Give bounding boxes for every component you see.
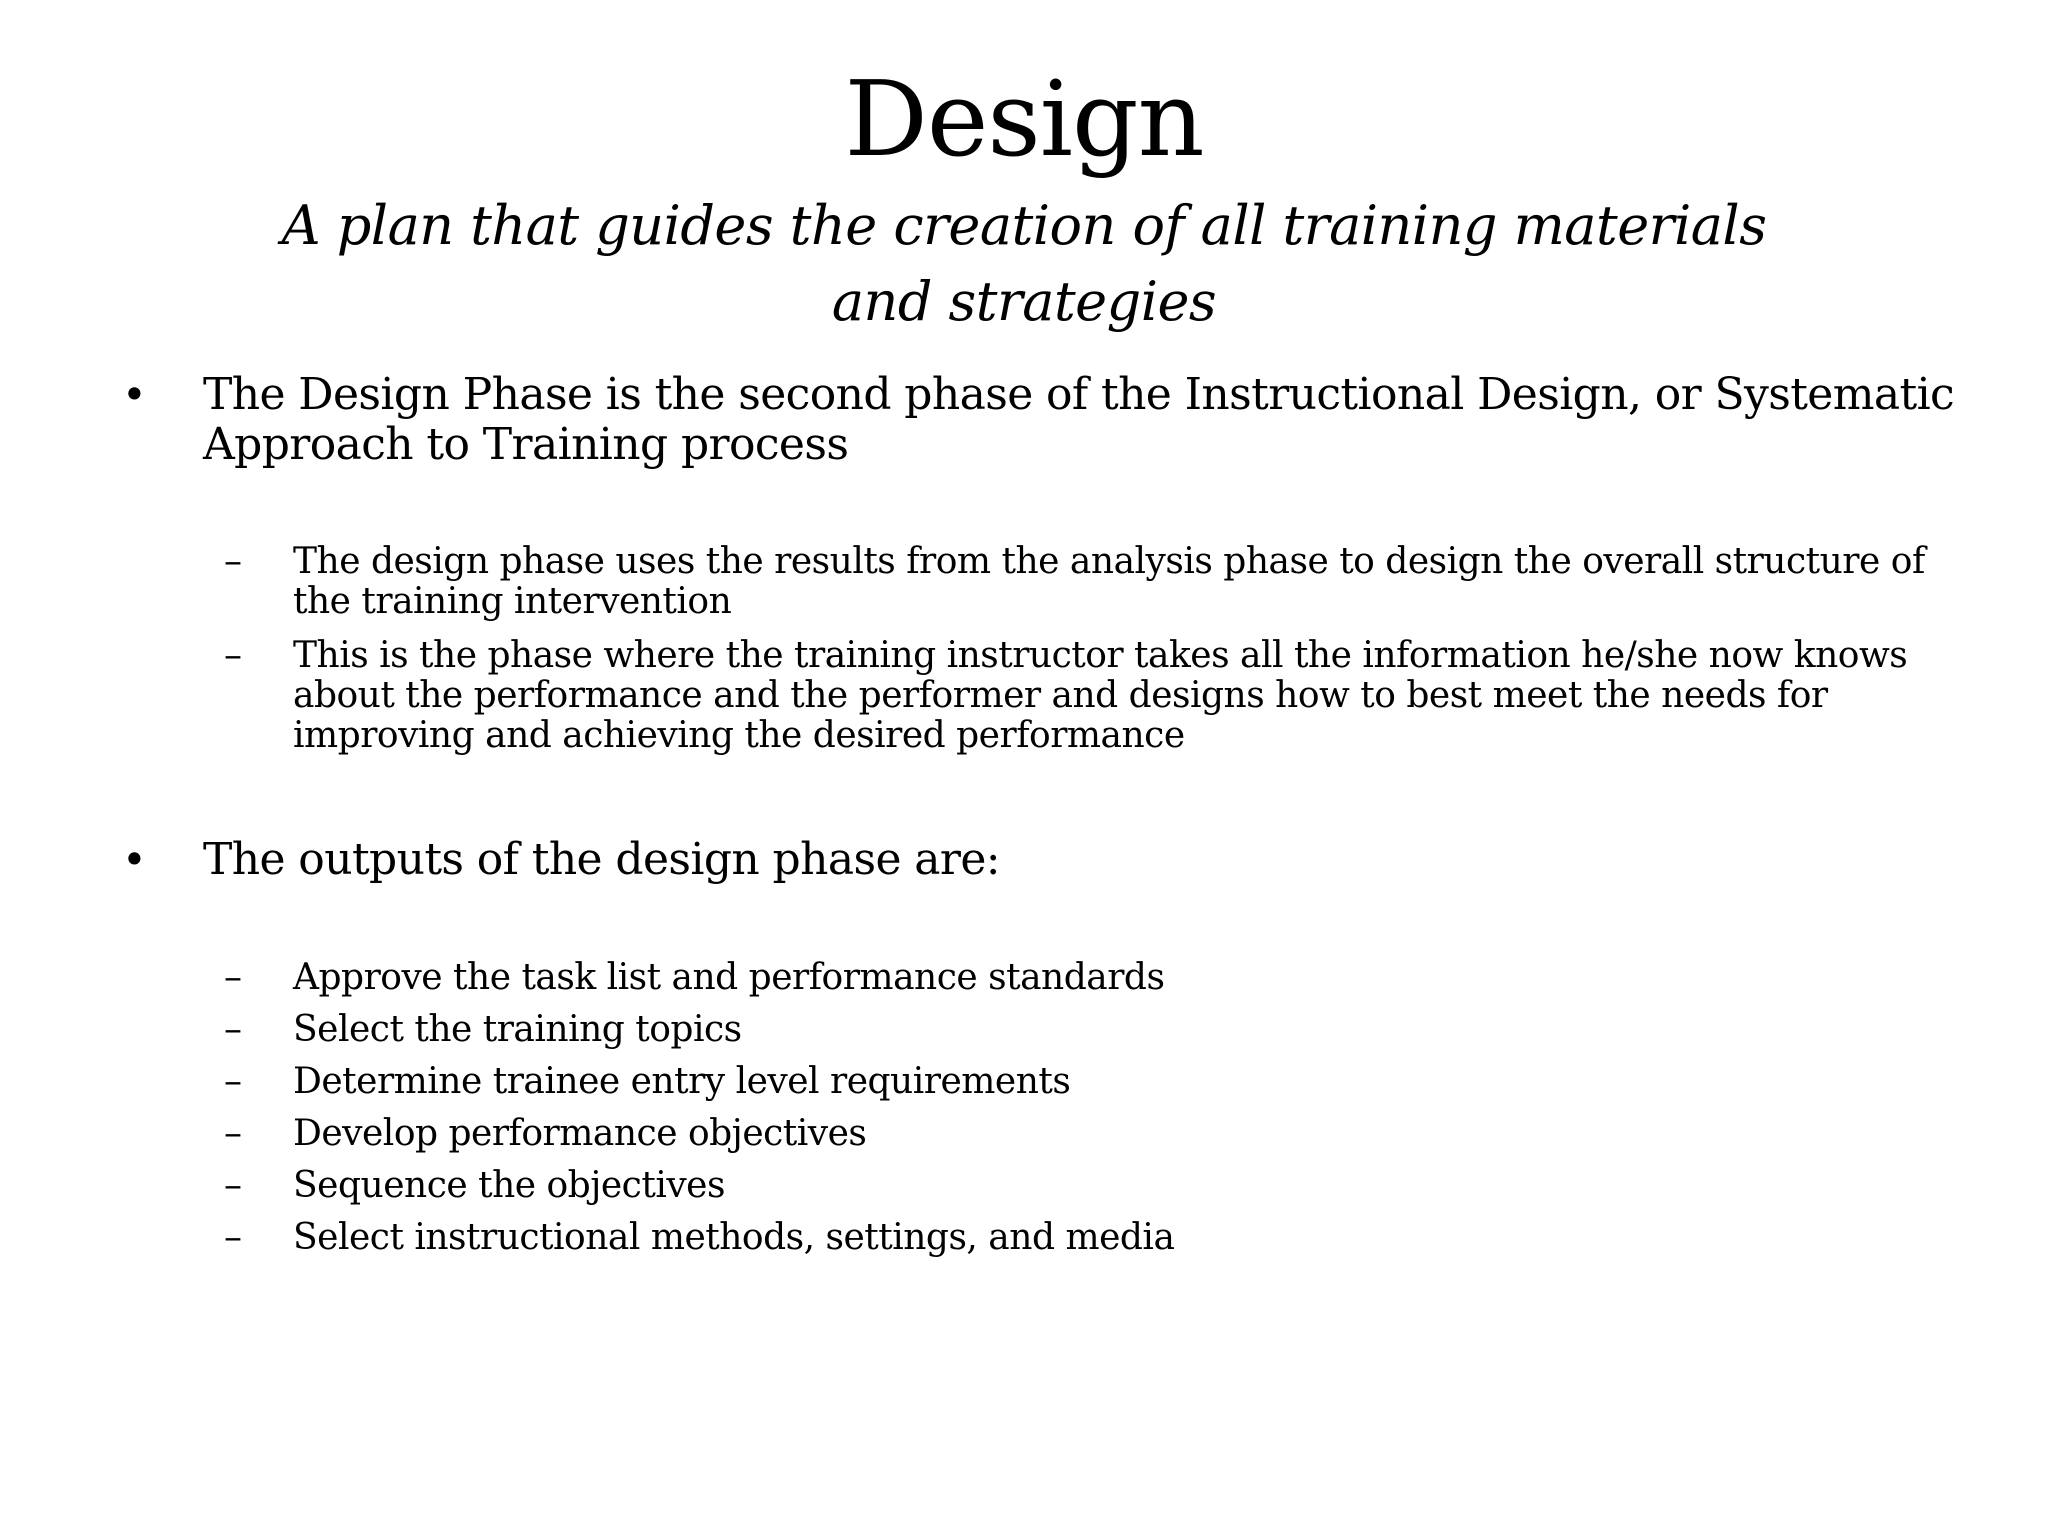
sub-bullet-text: Determine trainee entry level requirements [293,1061,1071,1102]
dash-marker: – [224,541,242,582]
dash-marker: – [224,1165,242,1206]
dash-marker: – [224,1113,242,1154]
sub-bullet-text: Select the training topics [293,1009,742,1050]
sub-bullet-text: Sequence the objectives [293,1165,725,1206]
sub-bullet-text: Develop performance objectives [293,1113,867,1154]
bullet-marker: • [122,370,147,419]
dash-marker: – [224,635,242,676]
sub-bullet-text: The design phase uses the results from the analysis phase to design the overall structure of the training intervention [293,541,1925,622]
dash-marker: – [224,1217,242,1258]
bullet-marker: • [122,835,147,884]
bullet-text: The Design Phase is the second phase of the Instructional Design, or Systematic Approach to Training process [203,369,1955,470]
slide-title: Design [844,58,1204,180]
slide-subtitle: A plan that guides the creation of all training materials and strategies [281,194,1767,333]
sub-bullet-text: This is the phase where the training instructor takes all the information he/she now knows about the performance and the performer and designs how to best meet the needs for improving and achieving the desired performance [293,635,1908,756]
dash-marker: – [224,1009,242,1050]
dash-marker: – [224,957,242,998]
sub-bullet-text: Select instructional methods, settings, and media [293,1217,1175,1258]
dash-marker: – [224,1061,242,1102]
bullet-text: The outputs of the design phase are: [203,834,1000,885]
sub-bullet-text: Approve the task list and performance standards [293,957,1165,998]
